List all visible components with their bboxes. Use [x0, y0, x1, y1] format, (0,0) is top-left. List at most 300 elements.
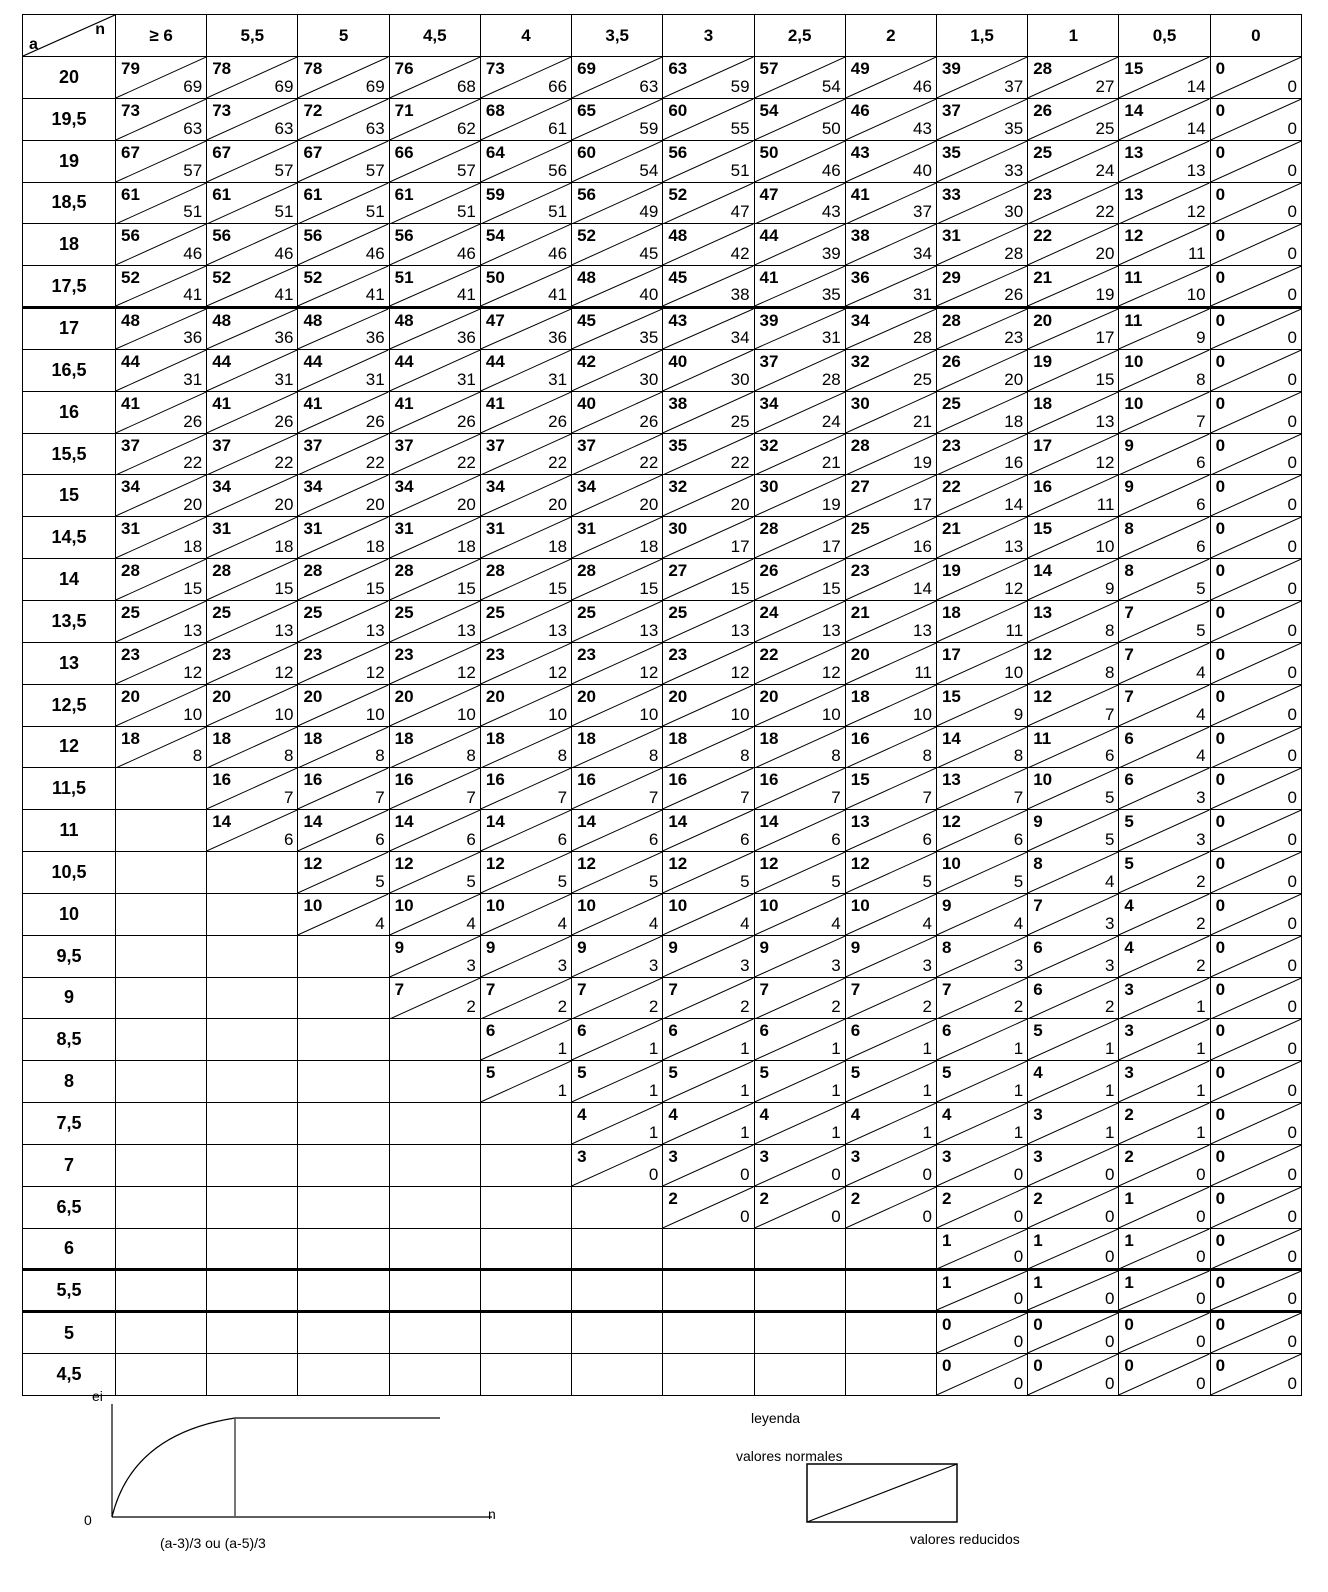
value-cell [754, 224, 845, 266]
value-cell [116, 559, 207, 601]
reduced-value: 0 [1287, 1374, 1297, 1393]
normal-value: 18 [759, 728, 779, 748]
normal-value: 14 [1033, 561, 1053, 581]
value-cell [1210, 349, 1301, 391]
normal-value: 0 [1215, 1105, 1226, 1125]
value-cell [572, 140, 663, 182]
normal-value: 0 [1124, 1315, 1134, 1335]
normal-value: 31 [577, 519, 597, 539]
col-header: 2 [845, 15, 936, 57]
reduced-value: 66 [548, 76, 568, 96]
value-cell [1119, 224, 1210, 266]
empty-cell [572, 1270, 663, 1312]
normal-value: 34 [121, 477, 140, 497]
reduced-value: 7 [1196, 411, 1206, 431]
normal-value: 60 [577, 142, 597, 162]
table-row [23, 475, 1302, 517]
normal-value: 23 [577, 644, 597, 664]
normal-value: 2 [759, 1188, 769, 1208]
reduced-value: 20 [456, 495, 476, 515]
table-row [23, 726, 1302, 768]
empty-cell [480, 1228, 571, 1270]
value-cell [754, 475, 845, 517]
row-header: 9,5 [23, 935, 116, 977]
value-cell [754, 182, 845, 224]
value-cell [116, 600, 207, 642]
reduced-value: 0 [1013, 1164, 1024, 1184]
normal-value: 15 [941, 686, 961, 706]
normal-value: 20 [121, 686, 140, 706]
normal-value: 4 [577, 1105, 587, 1125]
normal-value: 28 [941, 311, 961, 331]
normal-value: 20 [577, 686, 597, 706]
value-cell [116, 517, 207, 559]
value-cell [480, 893, 571, 935]
normal-value: 54 [485, 226, 505, 246]
reduced-value: 21 [821, 453, 841, 473]
normal-value: 23 [485, 644, 505, 664]
normal-value: 49 [850, 59, 870, 78]
normal-value: 2 [1124, 1105, 1134, 1125]
value-cell [572, 768, 663, 810]
row-header: 14,5 [23, 517, 116, 559]
table-row [23, 224, 1302, 266]
normal-value: 5 [1124, 812, 1134, 832]
value-cell [298, 57, 389, 99]
normal-value: 48 [577, 268, 597, 288]
normal-value: 0 [1215, 393, 1226, 413]
reduced-value: 15 [821, 578, 841, 598]
reduced-value: 2 [557, 997, 568, 1017]
reduced-value: 12 [365, 662, 385, 682]
value-cell [116, 98, 207, 140]
normal-value: 7 [759, 979, 769, 999]
value-cell [663, 768, 754, 810]
reduced-value: 30 [730, 369, 750, 389]
normal-value: 9 [850, 937, 861, 957]
reduced-value: 35 [1004, 118, 1024, 138]
value-cell [936, 517, 1027, 559]
value-cell [1210, 1103, 1301, 1145]
value-cell [480, 642, 571, 684]
value-cell [1210, 266, 1301, 308]
normal-value: 0 [1215, 1188, 1226, 1208]
table-row [23, 935, 1302, 977]
value-cell [936, 600, 1027, 642]
normal-value: 6 [668, 1021, 678, 1041]
reduced-value: 3 [466, 955, 476, 975]
normal-value: 5 [1033, 1021, 1043, 1041]
value-cell [936, 642, 1027, 684]
normal-value: 9 [759, 937, 769, 957]
reduced-value: 37 [913, 202, 932, 222]
value-cell [389, 266, 480, 308]
reduced-value: 8 [466, 746, 476, 766]
normal-value: 23 [212, 644, 232, 664]
value-cell [1210, 726, 1301, 768]
reduced-value: 31 [274, 369, 294, 389]
normal-value: 25 [121, 602, 140, 622]
reduced-value: 0 [1104, 1332, 1115, 1352]
normal-value: 44 [303, 351, 323, 371]
value-cell [1119, 182, 1210, 224]
reduced-value: 0 [1104, 1247, 1115, 1267]
reduced-value: 6 [375, 830, 385, 850]
normal-value: 15 [1033, 519, 1053, 539]
value-cell [845, 1186, 936, 1228]
value-cell [389, 57, 480, 99]
value-cell [207, 810, 298, 852]
value-cell [936, 726, 1027, 768]
empty-cell [116, 1019, 207, 1061]
reduced-value: 46 [365, 244, 385, 264]
normal-value: 34 [577, 477, 597, 497]
value-cell [1210, 98, 1301, 140]
normal-value: 61 [303, 184, 323, 204]
value-cell [1210, 308, 1301, 350]
value-cell [845, 140, 936, 182]
normal-value: 9 [1124, 477, 1134, 497]
normal-value: 79 [121, 59, 140, 78]
reduced-value: 5 [648, 871, 659, 891]
value-cell [1210, 768, 1301, 810]
value-cell [389, 475, 480, 517]
normal-value: 22 [941, 477, 961, 497]
value-cell [754, 1186, 845, 1228]
normal-value: 1 [1033, 1273, 1043, 1293]
reduced-value: 42 [730, 244, 750, 264]
normal-value: 37 [485, 435, 505, 455]
normal-value: 5 [485, 1063, 496, 1083]
value-cell [663, 308, 754, 350]
empty-cell [116, 1354, 207, 1396]
reduced-value: 15 [730, 578, 750, 598]
normal-value: 34 [850, 311, 870, 331]
empty-cell [480, 1144, 571, 1186]
normal-value: 6 [1124, 728, 1134, 748]
normal-value: 41 [394, 393, 414, 413]
reduced-value: 7 [466, 788, 476, 808]
value-cell [1119, 98, 1210, 140]
empty-cell [389, 1061, 480, 1103]
normal-value: 3 [1124, 1021, 1134, 1041]
value-cell [1028, 810, 1119, 852]
value-cell [572, 810, 663, 852]
normal-value: 0 [1215, 644, 1226, 664]
values-table [22, 14, 1302, 1396]
reduced-value: 8 [375, 746, 385, 766]
value-cell [1119, 600, 1210, 642]
value-cell [389, 182, 480, 224]
value-cell [1028, 642, 1119, 684]
reduced-value: 13 [1095, 411, 1115, 431]
normal-value: 47 [759, 184, 779, 204]
value-cell [298, 559, 389, 601]
reduced-value: 13 [639, 620, 659, 640]
empty-cell [207, 1354, 298, 1396]
value-cell [754, 1019, 845, 1061]
reduced-value: 13 [913, 620, 932, 640]
reduced-value: 23 [1004, 327, 1024, 347]
normal-value: 12 [485, 854, 505, 874]
normal-value: 16 [212, 770, 232, 790]
reduced-value: 15 [274, 578, 294, 598]
value-cell [936, 182, 1027, 224]
reduced-value: 15 [1095, 369, 1115, 389]
reduced-value: 10 [548, 704, 568, 724]
reduced-value: 31 [183, 369, 203, 389]
value-cell [1119, 726, 1210, 768]
value-cell [1210, 1228, 1301, 1270]
normal-value: 22 [759, 644, 779, 664]
normal-value: 78 [303, 59, 323, 78]
table-body [23, 57, 1302, 1396]
reduced-value: 8 [831, 746, 841, 766]
value-cell [1119, 1312, 1210, 1354]
normal-value: 37 [759, 351, 779, 371]
value-cell [207, 140, 298, 182]
row-header: 12 [23, 726, 116, 768]
reduced-value: 0 [1287, 118, 1297, 138]
reduced-value: 46 [456, 244, 476, 264]
reduced-value: 4 [1196, 704, 1206, 724]
value-cell [298, 224, 389, 266]
reduced-value: 8 [648, 746, 659, 766]
normal-value: 0 [1215, 770, 1226, 790]
value-cell [1028, 182, 1119, 224]
value-cell [663, 642, 754, 684]
empty-cell [298, 1019, 389, 1061]
value-cell [663, 810, 754, 852]
normal-value: 20 [394, 686, 414, 706]
value-cell [1210, 517, 1301, 559]
empty-cell [389, 1019, 480, 1061]
value-cell [207, 182, 298, 224]
reduced-value: 0 [1196, 1247, 1206, 1267]
reduced-value: 0 [1196, 1289, 1206, 1309]
normal-value: 28 [121, 561, 140, 581]
reduced-value: 16 [1004, 453, 1024, 473]
reduced-value: 0 [1287, 160, 1297, 180]
empty-cell [116, 893, 207, 935]
normal-value: 41 [850, 184, 870, 204]
normal-value: 14 [941, 728, 961, 748]
value-cell [1028, 1228, 1119, 1270]
reduced-value: 0 [1287, 997, 1297, 1017]
reduced-value: 0 [1287, 788, 1297, 808]
value-cell [936, 1354, 1027, 1396]
value-cell [936, 140, 1027, 182]
reduced-value: 51 [183, 202, 203, 222]
reduced-value: 10 [730, 704, 750, 724]
reduced-value: 4 [648, 913, 659, 933]
value-cell [1119, 1354, 1210, 1396]
normal-value: 3 [1124, 979, 1134, 999]
reduced-value: 35 [639, 327, 659, 347]
value-cell [116, 391, 207, 433]
empty-cell [298, 1312, 389, 1354]
empty-cell [207, 1019, 298, 1061]
reduced-value: 10 [1095, 537, 1115, 557]
reduced-value: 2 [1196, 871, 1206, 891]
normal-value: 48 [121, 311, 140, 331]
value-cell [754, 935, 845, 977]
reduced-value: 2 [922, 997, 932, 1017]
reduced-value: 59 [639, 118, 659, 138]
legend-reduced-label: valores reducidos [910, 1531, 1020, 1547]
reduced-value: 4 [1196, 746, 1206, 766]
value-cell [1028, 726, 1119, 768]
empty-cell [116, 1061, 207, 1103]
normal-value: 41 [485, 393, 505, 413]
reduced-value: 0 [1196, 1374, 1206, 1393]
reduced-value: 1 [1104, 1039, 1115, 1059]
reduced-value: 0 [1013, 1374, 1024, 1393]
normal-value: 37 [303, 435, 323, 455]
normal-value: 10 [850, 895, 870, 915]
reduced-value: 2 [740, 997, 750, 1017]
normal-value: 0 [1215, 435, 1226, 455]
normal-value: 3 [759, 1146, 769, 1166]
reduced-value: 7 [740, 788, 750, 808]
value-cell [1119, 140, 1210, 182]
row-header: 17,5 [23, 266, 116, 308]
normal-value: 25 [303, 602, 323, 622]
empty-cell [480, 1312, 571, 1354]
table-row [23, 852, 1302, 894]
value-cell [1210, 1354, 1301, 1396]
normal-value: 16 [394, 770, 414, 790]
value-cell [845, 266, 936, 308]
normal-value: 0 [1215, 979, 1226, 999]
value-cell [207, 559, 298, 601]
normal-value: 16 [850, 728, 870, 748]
reduced-value: 1 [1196, 1122, 1206, 1142]
empty-cell [298, 1103, 389, 1145]
reduced-value: 12 [274, 662, 294, 682]
normal-value: 39 [759, 311, 779, 331]
value-cell [480, 224, 571, 266]
reduced-value: 5 [1196, 620, 1206, 640]
reduced-value: 6 [648, 830, 659, 850]
value-cell [845, 768, 936, 810]
reduced-value: 20 [183, 495, 203, 515]
table-row [23, 1019, 1302, 1061]
empty-cell [207, 935, 298, 977]
normal-value: 27 [668, 561, 688, 581]
reduced-value: 13 [456, 620, 476, 640]
graph-marker-label: (a-3)/3 ou (a-5)/3 [160, 1535, 266, 1551]
reduced-value: 13 [1004, 537, 1024, 557]
normal-value: 8 [1124, 519, 1134, 539]
value-cell [936, 433, 1027, 475]
normal-value: 0 [1215, 561, 1226, 581]
reduced-value: 8 [740, 746, 750, 766]
normal-value: 10 [303, 895, 323, 915]
normal-value: 31 [394, 519, 414, 539]
reduced-value: 10 [913, 704, 932, 724]
normal-value: 44 [759, 226, 779, 246]
empty-cell [207, 1061, 298, 1103]
reduced-value: 26 [548, 411, 568, 431]
reduced-value: 0 [1287, 327, 1297, 347]
row-header: 16 [23, 391, 116, 433]
reduced-value: 5 [831, 871, 841, 891]
normal-value: 56 [121, 226, 140, 246]
col-header: ≥ 6 [116, 15, 207, 57]
reduced-value: 0 [831, 1206, 841, 1226]
value-cell [663, 559, 754, 601]
reduced-value: 40 [639, 285, 659, 305]
normal-value: 34 [303, 477, 323, 497]
normal-value: 34 [485, 477, 505, 497]
normal-value: 32 [850, 351, 870, 371]
empty-cell [116, 935, 207, 977]
normal-value: 0 [941, 1356, 952, 1376]
normal-value: 38 [850, 226, 870, 246]
value-cell [480, 935, 571, 977]
normal-value: 67 [121, 142, 140, 162]
value-cell [389, 768, 480, 810]
reduced-value: 37 [1004, 76, 1024, 96]
empty-cell [389, 1186, 480, 1228]
normal-value: 23 [668, 644, 688, 664]
normal-value: 7 [394, 979, 405, 999]
reduced-value: 0 [1287, 1289, 1297, 1309]
normal-value: 48 [668, 226, 688, 246]
row-header: 5 [23, 1312, 116, 1354]
value-cell [1028, 391, 1119, 433]
value-cell [1028, 308, 1119, 350]
reduced-value: 57 [365, 160, 385, 180]
col-header: 4 [480, 15, 571, 57]
normal-value: 4 [941, 1105, 952, 1125]
value-cell [663, 224, 754, 266]
reduced-value: 0 [1287, 495, 1297, 515]
reduced-value: 63 [639, 76, 659, 96]
normal-value: 6 [1033, 979, 1043, 999]
normal-value: 31 [941, 226, 961, 246]
row-header: 18,5 [23, 182, 116, 224]
reduced-value: 41 [456, 285, 476, 305]
reduced-value: 0 [1104, 1164, 1115, 1184]
table-row [23, 1270, 1302, 1312]
value-cell [298, 517, 389, 559]
normal-value: 1 [941, 1230, 952, 1250]
value-cell [845, 1019, 936, 1061]
reduced-value: 3 [740, 955, 750, 975]
normal-value: 0 [1215, 937, 1226, 957]
value-cell [389, 684, 480, 726]
normal-value: 17 [1033, 435, 1053, 455]
normal-value: 20 [668, 686, 688, 706]
empty-cell [116, 1186, 207, 1228]
normal-value: 0 [1215, 728, 1226, 748]
reduced-value: 43 [913, 118, 932, 138]
value-cell [845, 977, 936, 1019]
normal-value: 52 [212, 268, 232, 288]
normal-value: 40 [577, 393, 597, 413]
normal-value: 14 [303, 812, 323, 832]
legend-title: leyenda [751, 1410, 801, 1426]
reduced-value: 10 [821, 704, 841, 724]
normal-value: 1 [1124, 1188, 1134, 1208]
table-row [23, 57, 1302, 99]
value-cell [936, 224, 1027, 266]
value-cell [480, 852, 571, 894]
reduced-value: 51 [456, 202, 476, 222]
reduced-value: 36 [456, 327, 476, 347]
